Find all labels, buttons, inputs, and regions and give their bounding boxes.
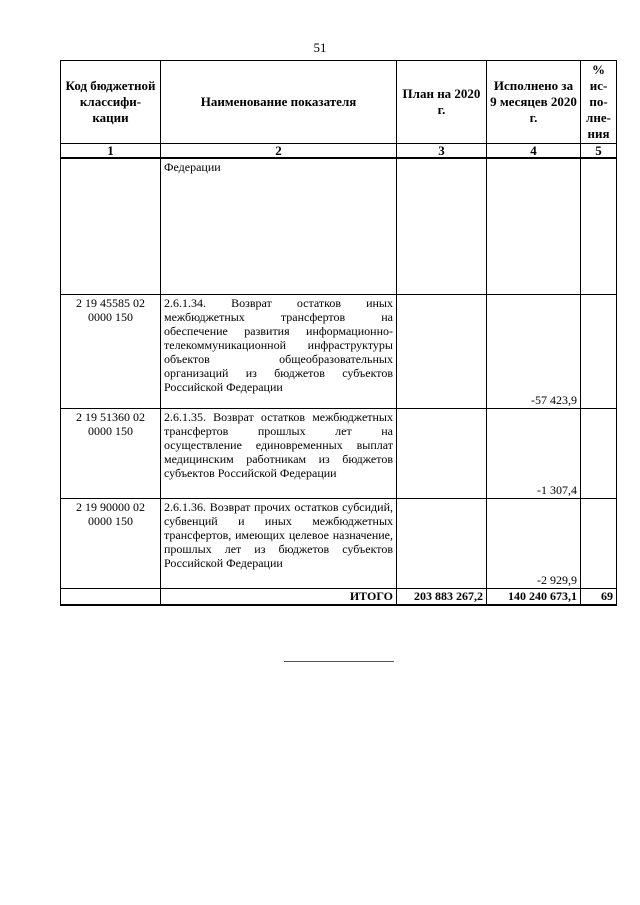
column-number: 2 (161, 144, 397, 159)
row-executed: -1 307,4 (487, 408, 581, 498)
table-row (61, 498, 617, 588)
row-plan (397, 294, 487, 408)
total-executed: 140 240 673,1 (487, 588, 581, 605)
row-executed: -2 929,9 (487, 498, 581, 588)
header-code: Код бюджетной классифи-кации (61, 61, 161, 144)
header-percent: % ис-по-лне-ния (581, 61, 617, 144)
table-row (61, 158, 617, 294)
total-row (61, 588, 617, 605)
row-executed: -57 423,9 (487, 294, 581, 408)
table-row (61, 408, 617, 498)
row-percent (581, 498, 617, 588)
row-percent (581, 294, 617, 408)
table-header-row (61, 61, 617, 144)
header-plan: План на 2020 г. (397, 61, 487, 144)
budget-execution-table (60, 60, 617, 606)
row-executed (487, 158, 581, 294)
row-plan (397, 498, 487, 588)
row-percent (581, 408, 617, 498)
column-number: 3 (397, 144, 487, 159)
total-plan: 203 883 267,2 (397, 588, 487, 605)
column-number-row (61, 144, 617, 159)
total-label: ИТОГО (161, 588, 397, 605)
row-code (61, 158, 161, 294)
total-code-cell (61, 588, 161, 605)
row-name: 2.6.1.35. Возврат остатков межбюджетных трансфертов прошлых лет на осуществление единовременных выплат медицинским работникам из бюджетов субъектов Российской Федерации (161, 408, 397, 498)
row-name: 2.6.1.36. Возврат прочих остатков субсидий, субвенций и иных межбюджетных трансфертов, имеющих целевое назначение, прошлых лет из бюджетов субъектов Российской Федерации (161, 498, 397, 588)
table-row (61, 294, 617, 408)
row-plan (397, 408, 487, 498)
column-number: 4 (487, 144, 581, 159)
column-number: 5 (581, 144, 617, 159)
row-code: 2 19 90000 02 0000 150 (61, 498, 161, 588)
row-plan (397, 158, 487, 294)
page-number: 51 (313, 40, 327, 55)
row-percent (581, 158, 617, 294)
footer-divider (284, 661, 394, 662)
header-name: Наименование показателя (161, 61, 397, 144)
row-name: 2.6.1.34. Возврат остатков иных межбюджетных трансфертов на обеспечение развития информационно-телекоммуникационной инфраструктуры объектов общеобразовательных организаций из бюджетов субъектов Российской Федерации (161, 294, 397, 408)
row-code: 2 19 51360 02 0000 150 (61, 408, 161, 498)
row-code: 2 19 45585 02 0000 150 (61, 294, 161, 408)
row-name: Федерации (161, 158, 397, 294)
column-number: 1 (61, 144, 161, 159)
total-percent: 69 (581, 588, 617, 605)
header-executed: Исполнено за 9 месяцев 2020 г. (487, 61, 581, 144)
